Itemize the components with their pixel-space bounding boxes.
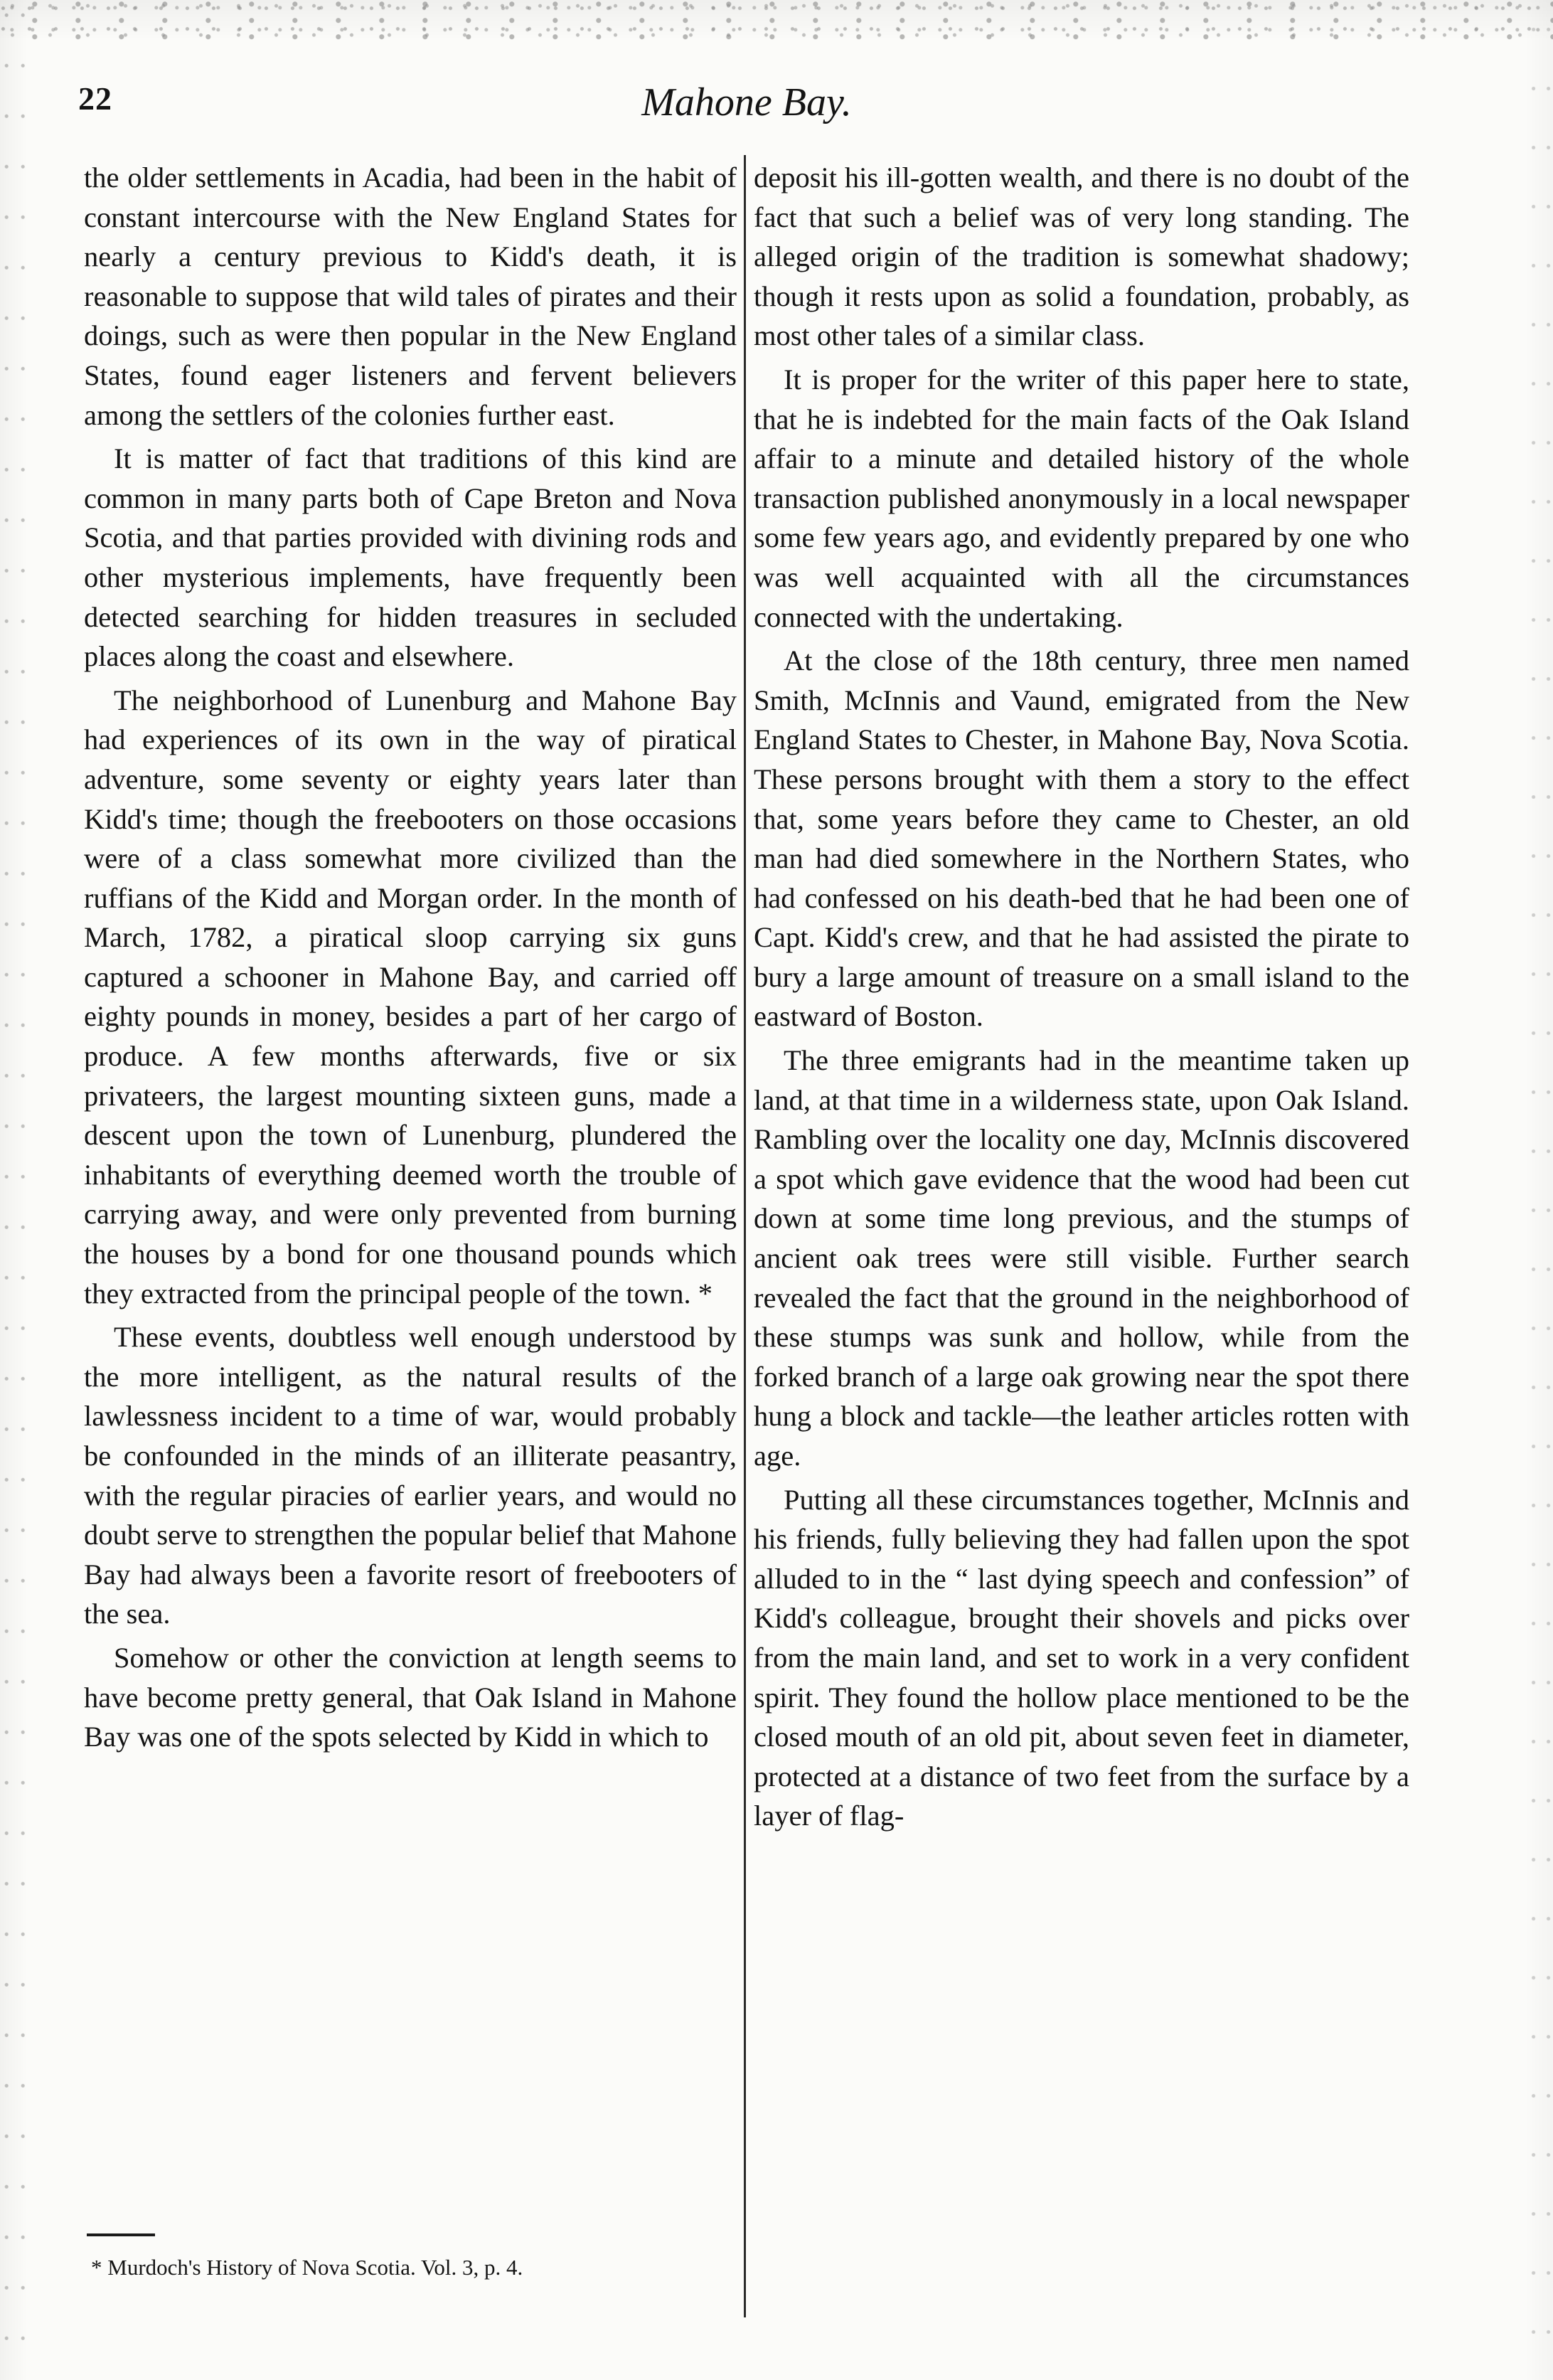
paragraph: The neighborhood of Lunenburg and Mahone Bay had experiences of its own in the way of piratical adventure, some seventy or eighty years later than Kidd's time; though the freebooters on those occasions were of a class somewhat more civilized than the ruffians of the Kidd and Morgan order. In the month of March, 1782, a piratical sloop carrying six guns captured a schooner in Mahone Bay, and carried off eighty pounds in money, besides a part of her cargo of produce. A few months afterwards, five or six privateers, the largest mounting sixteen guns, made a descent upon the town of Lunenburg, plundered the inhabitants of everything deemed worth the trouble of carrying away, and were only prevented from burning the houses by a bond for one thousand pounds which they extracted from the principal people of the town. * xyxy=(84,684,737,1309)
paragraph: These events, doubtless well enough understood by the more intelligent, as the natural results of the lawlessness incident to a time of war, would probably be confounded in the minds of an illiterate peasantry, with the regular piracies of earlier years, and would no doubt serve to strengthen the popular belief that Mahone Bay had always been a favorite resort of freebooters of the sea. xyxy=(84,1321,737,1630)
page-edge-speckle xyxy=(0,0,1553,43)
paragraph: At the close of the 18th century, three men named Smith, McInnis and Vaund, emigrated from the New England States to Chester, in Mahone Bay, Nova Scotia. These persons brought with them a story to the effect that, some years before they came to Chester, an old man had died somewhere in the Northern States, who had confessed on his death-bed that he had been one of Capt. Kidd's crew, and that he had assisted the pirate to bury a large amount of treasure on a small island to the eastward of Boston. xyxy=(754,644,1409,1033)
right-column xyxy=(754,158,1409,1840)
page-right-edge xyxy=(1525,0,1553,2380)
paragraph: deposit his ill-gotten wealth, and there is no doubt of the fact that such a belief was of very long standing. The alleged origin of the tradition is somewhat shadowy; though it rests upon as solid a foundation, probably, as most other tales of a similar class. xyxy=(754,161,1409,352)
column-divider xyxy=(744,155,746,2317)
paragraph: Putting all these circumstances together, McInnis and his friends, fully believing they had fallen upon the spot alluded to in the “ last dying speech and confession” of Kidd's colleague, brought their shovels and picks over from the main land, and set to work in a very confident spirit. They found the hollow place mentioned to be the closed mouth of an old pit, about seven feet in diameter, protected at a distance of two feet from the surface by a layer of flag- xyxy=(754,1483,1409,1832)
footnote: * Murdoch's History of Nova Scotia. Vol. 3, p. 4. xyxy=(91,2255,523,2280)
paragraph: Somehow or other the conviction at length seems to have become pretty general, that Oak Island in Mahone Bay was one of the spots selected by Kidd in which to xyxy=(84,1641,737,1753)
running-head: Mahone Bay. xyxy=(641,80,852,124)
page-header xyxy=(78,80,1415,137)
page-left-edge xyxy=(0,0,28,2380)
paragraph: The three emigrants had in the meantime taken up land, at that time in a wilderness state, upon Oak Island. Rambling over the locality one day, McInnis discovered a spot which gave evidence that the wood had been cut down at some time long previous, and the stumps of ancient oak trees were still visible. Further search revealed the fact that the ground in the neighborhood of these stumps was sunk and hollow, while from the forked branch of a large oak growing near the spot there hung a block and tackle—the leather articles rotten with age. xyxy=(754,1044,1409,1472)
paragraph: It is matter of fact that traditions of this kind are common in many parts both of Cape Breton and Nova Scotia, and that parties provided with divining rods and other mysterious implements, have frequently been detected searching for hidden treasures in secluded places along the coast and elsewhere. xyxy=(84,442,737,673)
page-number: 22 xyxy=(78,80,112,117)
footnote-rule xyxy=(87,2233,155,2236)
paragraph: the older settlements in Acadia, had been in the habit of constant intercourse with the New England States for nearly a century previous to Kidd's death, it is reasonable to suppose that wild tales of pirates and their doings, such as were then popular in the New England States, found eager listeners and fervent believers among the settlers of the colonies further east. xyxy=(84,161,737,431)
left-column xyxy=(84,158,737,1761)
paragraph: It is proper for the writer of this paper here to state, that he is indebted for the main facts of the Oak Island affair to a minute and detailed history of the whole transaction published anonymously in a local newspaper some few years ago, and evidently prepared by one who was well acquainted with all the circumstances connected with the undertaking. xyxy=(754,363,1409,633)
